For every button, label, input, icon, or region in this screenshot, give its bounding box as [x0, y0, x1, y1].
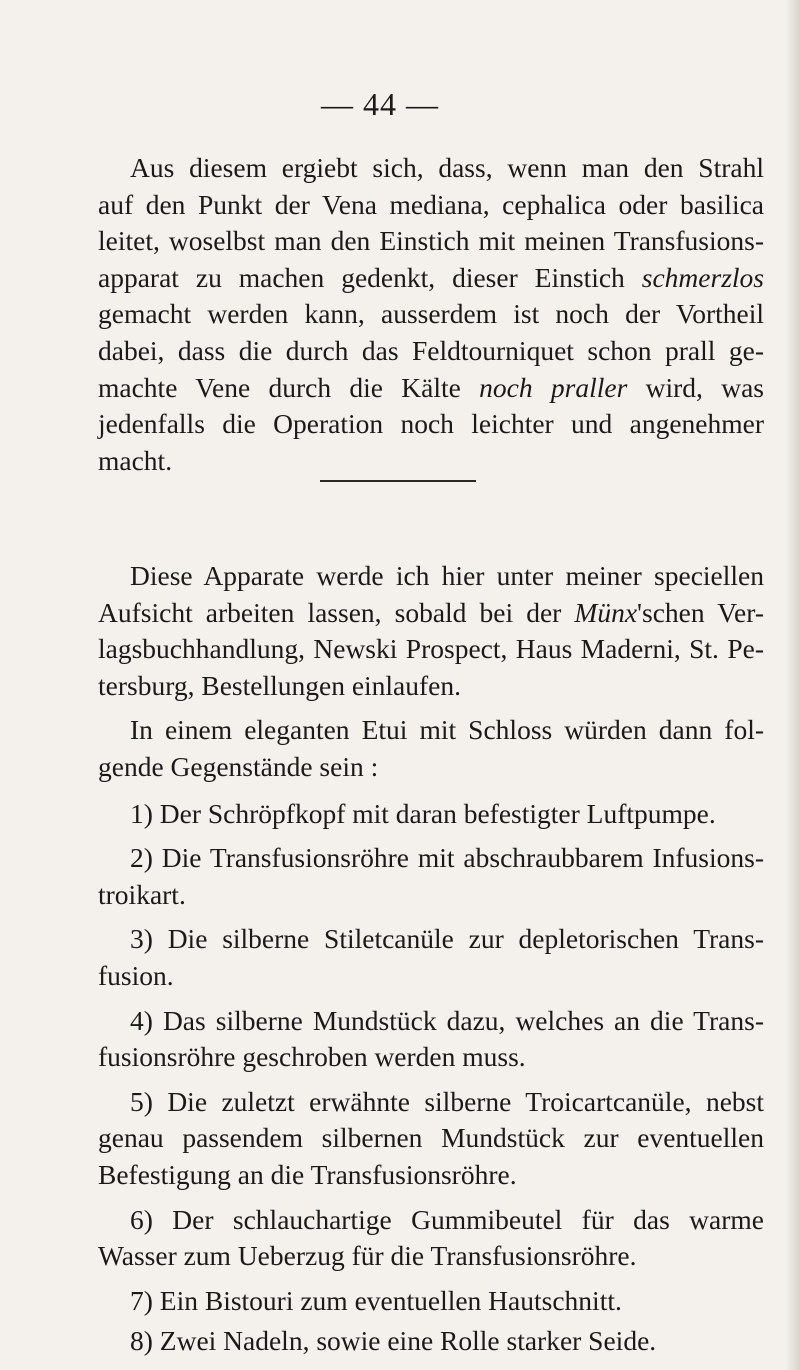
section-divider: [320, 480, 476, 482]
text-section-2: [98, 558, 764, 1360]
list-item: [98, 1003, 764, 1076]
paragraph-1: [98, 150, 764, 479]
text-line: 1) Der Schröpfkopf mit daran befestigter Luftpumpe.: [130, 797, 716, 829]
page-edge-shadow: [786, 0, 800, 1370]
paragraph-2: [98, 558, 764, 704]
text-line: Aus diesem ergiebt sich, dass, wenn man den Strahl: [130, 152, 764, 183]
text-line: leitet, woselbst man den Einstich mit meinen Transfusions-: [98, 225, 764, 257]
text-line: Wasser zum Ueberzug für die Transfusionsröhre.: [98, 1240, 637, 1272]
list-item: [98, 921, 764, 994]
text-line: 6) Der schlauchartige Gummibeutel für das warme: [130, 1203, 764, 1235]
text-line: jedenfalls die Operation noch leichter und angenehmer: [98, 408, 764, 440]
text-line: auf den Punkt der Vena mediana, cephalica oder basilica: [98, 188, 764, 220]
text-line: gende Gegenstände sein :: [98, 750, 379, 782]
text-line: In einem eleganten Etui mit Schloss würden dann fol-: [130, 714, 764, 746]
list-item: [98, 840, 764, 913]
text-line: macht.: [98, 444, 173, 476]
text-line: 8) Zwei Nadeln, sowie eine Rolle starker Seide.: [130, 1325, 657, 1357]
text-line: machte Vene durch die Kälte noch praller wird, was: [98, 371, 764, 403]
list-item: [98, 1283, 764, 1320]
text-line: Aufsicht arbeiten lassen, sobald bei der Münx'schen Ver-: [98, 596, 764, 628]
text-line: 4) Das silberne Mundstück dazu, welches an die Trans-: [130, 1004, 764, 1036]
text-line: apparat zu machen gedenkt, dieser Einstich schmerzlos: [98, 261, 764, 293]
emphasis-muenx: Münx: [574, 596, 638, 628]
text-line: Befestigung an die Transfusionsröhre.: [98, 1158, 517, 1190]
text-line: dabei, dass die durch das Feldtourniquet schon prall ge-: [98, 334, 764, 366]
text-line: genau passendem silbernen Mundstück zur eventuellen: [98, 1122, 764, 1154]
emphasis-schmerzlos: schmerzlos: [641, 261, 764, 293]
text-line: tersburg, Bestellungen einlaufen.: [98, 669, 462, 701]
list-item: [98, 1323, 764, 1360]
item-list: [98, 796, 764, 1360]
list-item: [98, 796, 764, 833]
text-line: 2) Die Transfusionsröhre mit abschraubbarem Infusions-: [130, 842, 764, 874]
text-line: Diese Apparate werde ich hier unter meiner speciellen: [130, 560, 764, 591]
text-line: fusion.: [98, 959, 174, 991]
text-line: 5) Die zuletzt erwähnte silberne Troicartcanüle, nebst: [130, 1085, 764, 1117]
text-line: 7) Ein Bistouri zum eventuellen Hautschnitt.: [130, 1284, 622, 1316]
list-item: [98, 1202, 764, 1275]
list-item: [98, 1084, 764, 1194]
paragraph-3: [98, 712, 764, 785]
emphasis-noch-praller: noch praller: [479, 371, 628, 403]
text-line: lagsbuchhandlung, Newski Prospect, Haus Maderni, St. Pe-: [98, 633, 764, 665]
text-line: 3) Die silberne Stiletcanüle zur depletorischen Trans-: [130, 923, 764, 955]
text-line: gemacht werden kann, ausserdem ist noch der Vortheil: [98, 298, 764, 330]
text-line: troikart.: [98, 878, 186, 910]
page-number: — 44 —: [321, 86, 439, 122]
text-line: fusionsröhre geschroben werden muss.: [98, 1041, 526, 1073]
